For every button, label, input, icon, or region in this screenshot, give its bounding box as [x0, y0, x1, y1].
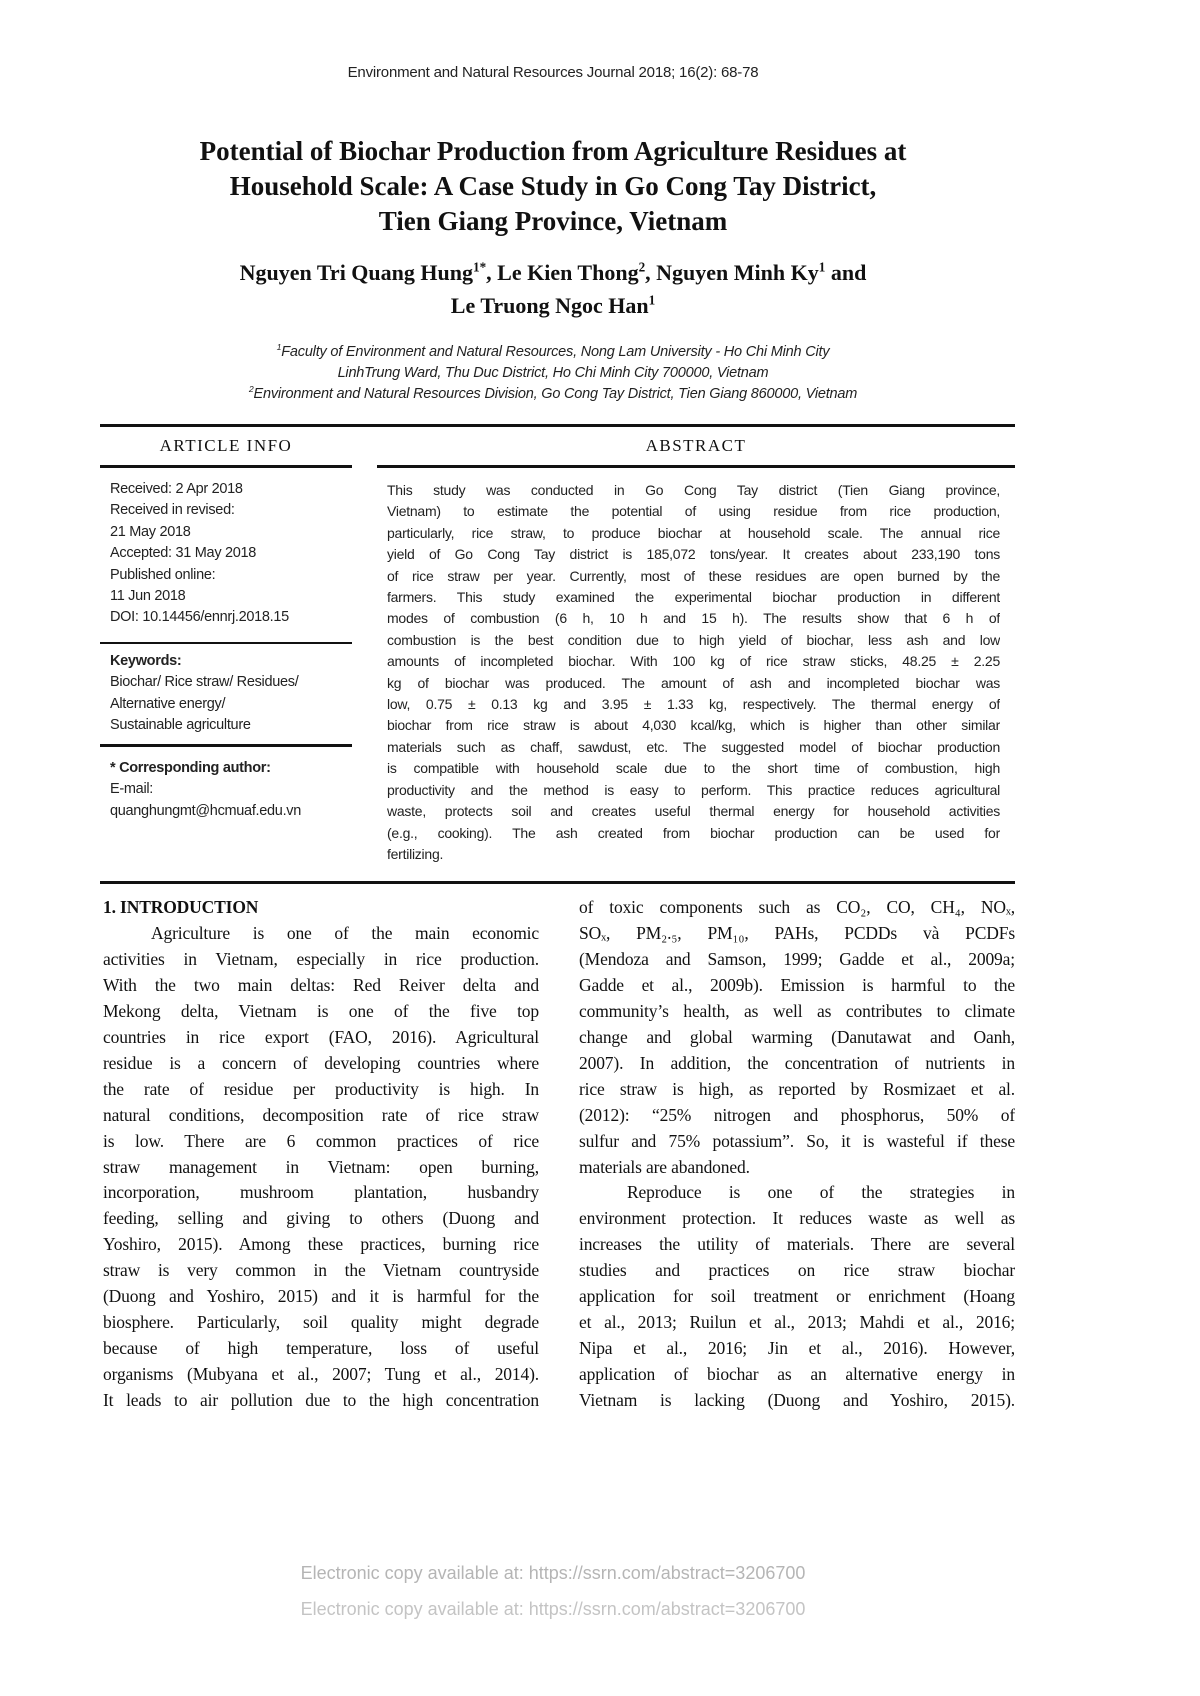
- author-separator: ,: [645, 260, 657, 285]
- text-line: studies and practices on rice straw biochar: [579, 1260, 1015, 1281]
- author-affiliation-mark: 1*: [472, 259, 487, 275]
- article-info-divider: [100, 465, 352, 468]
- section-divider: [100, 881, 1015, 884]
- author-name: Le Kien Thong: [497, 260, 639, 285]
- paper-title: [0, 134, 1106, 239]
- text-line: (Mendoza and Samson, 1999; Gadde et al., 2009a;: [579, 948, 1015, 969]
- published-date: 11 Jun 2018: [110, 588, 186, 605]
- affiliations: [0, 342, 1106, 405]
- text-line: application of biochar as an alternative energy in: [579, 1364, 1015, 1385]
- text-line: increases the utility of materials. There are several: [579, 1234, 1015, 1255]
- top-divider: [100, 424, 1015, 427]
- text-line: the rate of residue per productivity is high. In: [103, 1078, 539, 1099]
- text-line: straw is very common in the Vietnam countryside: [103, 1260, 539, 1281]
- text-line: SOₓ, PM₂.₅, PM₁₀, PAHs, PCDDs và PCDFs: [579, 922, 1015, 943]
- abstract-heading: ABSTRACT: [645, 436, 747, 455]
- keywords: [110, 651, 350, 737]
- text-line: residue is a concern of developing countries where: [103, 1052, 539, 1073]
- affiliation-mark: 2: [248, 384, 254, 395]
- author-name: Le Truong Ngoc Han: [450, 293, 649, 318]
- text-line: application for soil treatment or enrichment (Hoang: [579, 1286, 1015, 1307]
- article-dates: [110, 479, 350, 629]
- text-line: biochar from rice straw is about 4,030 kcal/kg, which is higher than other similar: [387, 717, 1000, 734]
- corresponding-label: * Corresponding author:: [110, 760, 271, 776]
- keyword-line: Sustainable agriculture: [110, 717, 251, 734]
- text-line: incorporation, mushroom plantation, husbandry: [103, 1182, 539, 1203]
- text-line: community’s health, as well as contributes to climate: [579, 1000, 1015, 1021]
- text-line: yield of Go Cong Tay district is 185,072 tons/year. It creates about 233,190 tons: [387, 546, 1000, 563]
- text-line: of rice straw per year. Currently, most of these residues are open burned by the: [387, 567, 1000, 584]
- email-label: E-mail:: [110, 781, 154, 798]
- revised-label: Received in revised:: [110, 502, 235, 519]
- keyword-line: Biochar/ Rice straw/ Residues/: [110, 674, 299, 691]
- text-line: activities in Vietnam, especially in rice production.: [103, 948, 539, 969]
- info-divider: [100, 744, 352, 747]
- text-line: of toxic components such as CO₂, CO, CH₄, NOₓ,: [579, 897, 1015, 917]
- keyword-line: Alternative energy/: [110, 695, 226, 712]
- intro-left-column: [103, 895, 539, 1414]
- text-line: Mekong delta, Vietnam is one of the five top: [103, 1000, 539, 1021]
- text-line: is low. There are 6 common practices of rice: [103, 1130, 539, 1151]
- text-line: Agriculture is one of the main economic: [151, 922, 539, 943]
- text-line: change and global warming (Danutawat and Oanh,: [579, 1026, 1015, 1047]
- text-line: environment protection. It reduces waste as well as: [579, 1208, 1015, 1229]
- corresponding-author: [110, 758, 350, 822]
- text-line: particularly, rice straw, to produce biochar at household scale. The annual rice: [387, 524, 1000, 541]
- text-line: Nipa et al., 2016; Jin et al., 2016). However,: [579, 1338, 1015, 1359]
- abstract-divider: [377, 465, 1015, 468]
- section-heading: 1. INTRODUCTION: [103, 897, 259, 917]
- text-line: This study was conducted in Go Cong Tay district (Tien Giang province,: [387, 482, 1000, 498]
- text-line: straw management in Vietnam: open burning,: [103, 1156, 539, 1177]
- text-line: modes of combustion (6 h, 10 h and 15 h). The results show that 6 h of: [387, 610, 1000, 627]
- text-line: (2012): “25% nitrogen and phosphorus, 50% of: [579, 1104, 1015, 1125]
- published-label: Published online:: [110, 566, 216, 583]
- text-line: 2007). In addition, the concentration of nutrients in: [579, 1052, 1015, 1073]
- author-name: Nguyen Minh Ky: [656, 260, 819, 285]
- author-separator: and: [825, 260, 867, 285]
- keywords-label: Keywords:: [110, 653, 182, 669]
- article-info-heading: ARTICLE INFO: [159, 436, 293, 455]
- text-line: because of high temperature, loss of useful: [103, 1338, 539, 1359]
- text-line: fertilizing.: [387, 845, 444, 862]
- author-name: Nguyen Tri Quang Hung: [239, 260, 473, 285]
- text-line: productivity and the method is easy to perform. This practice reduces agricultural: [387, 781, 1000, 798]
- author-list: [0, 256, 1106, 322]
- text-line: (Duong and Yoshiro, 2015) and it is harmful for the: [103, 1286, 539, 1307]
- affiliation: [0, 363, 1106, 384]
- title-line: Household Scale: A Case Study in Go Cong Tay District,: [229, 171, 877, 201]
- revised-date: 21 May 2018: [110, 523, 191, 540]
- text-line: It leads to air pollution due to the high concentration: [103, 1390, 539, 1411]
- affiliation-text: Faculty of Environment and Natural Resources, Nong Lam University - Ho Chi Minh City: [281, 344, 830, 360]
- text-line: kg of biochar was produced. The amount of ash and incompleted biochar was: [387, 674, 1000, 691]
- text-line: countries in rice export (FAO, 2016). Agricultural: [103, 1026, 539, 1047]
- accepted-date: Accepted: 31 May 2018: [110, 545, 257, 562]
- affiliation: [0, 342, 1106, 363]
- title-line: Tien Giang Province, Vietnam: [378, 206, 728, 236]
- doi[interactable]: DOI: 10.14456/ennrj.2018.15: [110, 609, 289, 626]
- text-line: Gadde et al., 2009b). Emission is harmful to the: [579, 974, 1015, 995]
- abstract-body: [387, 480, 1000, 865]
- text-line: With the two main deltas: Red Reiver delta and: [103, 974, 539, 995]
- text-line: materials are abandoned.: [579, 1156, 750, 1177]
- text-line: sulfur and 75% potassium”. So, it is wasteful if these: [579, 1130, 1015, 1151]
- text-line: amounts of incompleted biochar. With 100 kg of rice straw sticks, 48.25 ± 2.25: [387, 653, 1000, 670]
- email-link[interactable]: quanghungmt@hcmuaf.edu.vn: [110, 802, 302, 819]
- text-line: waste, protects soil and creates useful thermal energy for household activities: [387, 803, 1000, 820]
- affiliation-text: Environment and Natural Resources Division, Go Cong Tay District, Tien Giang 860000, Vietnam: [253, 386, 858, 402]
- author-affiliation-mark: 1: [648, 292, 656, 308]
- author-affiliation-mark: 1: [818, 259, 826, 275]
- footer-watermark-shadow: Electronic copy available at: https://ssrn.com/abstract=3206700: [300, 1599, 806, 1619]
- text-line: combustion is the best condition due to high yield of biochar, less ash and low: [387, 631, 1000, 648]
- affiliation-text: LinhTrung Ward, Thu Duc District, Ho Chi Minh City 700000, Vietnam: [337, 365, 769, 381]
- title-line: Potential of Biochar Production from Agriculture Residues at: [199, 136, 907, 166]
- text-line: organisms (Mubyana et al., 2007; Tung et al., 2014).: [103, 1364, 539, 1385]
- text-line: feeding, selling and giving to others (Duong and: [103, 1208, 539, 1229]
- text-line: Vietnam) to estimate the potential of using residue from rice production,: [387, 503, 1000, 520]
- author-affiliation-mark: 2: [638, 259, 646, 275]
- text-line: farmers. This study examined the experimental biochar production in different: [387, 589, 1000, 606]
- footer-watermark[interactable]: Electronic copy available at: https://ssrn.com/abstract=3206700: [300, 1563, 806, 1583]
- text-line: low, 0.75 ± 0.13 kg and 3.95 ± 1.33 kg, respectively. The thermal energy of: [387, 696, 1000, 713]
- text-line: materials such as chaff, sawdust, etc. The suggested model of biochar production: [387, 738, 1000, 755]
- text-line: rice straw is high, as reported by Rosmizaet et al.: [579, 1078, 1015, 1099]
- author-separator: ,: [486, 260, 498, 285]
- text-line: natural conditions, decomposition rate of rice straw: [103, 1104, 539, 1125]
- text-line: Vietnam is lacking (Duong and Yoshiro, 2015).: [579, 1390, 1015, 1411]
- text-line: (e.g., cooking). The ash created from biochar production can be used for: [387, 824, 1000, 841]
- affiliation: [0, 384, 1106, 405]
- info-divider: [100, 642, 352, 644]
- intro-right-column: [579, 895, 1015, 1414]
- journal-header: Environment and Natural Resources Journal 2018; 16(2): 68-78: [347, 64, 759, 81]
- received-date: Received: 2 Apr 2018: [110, 481, 243, 497]
- text-line: Yoshiro, 2015). Among these practices, burning rice: [103, 1234, 539, 1255]
- affiliation-mark: 1: [276, 342, 282, 353]
- text-line: Reproduce is one of the strategies in: [627, 1182, 1015, 1203]
- text-line: is compatible with household scale due to the short time of combustion, high: [387, 760, 1000, 777]
- text-line: et al., 2013; Ruilun et al., 2013; Mahdi et al., 2016;: [579, 1312, 1015, 1333]
- text-line: biosphere. Particularly, soil quality might degrade: [103, 1312, 539, 1333]
